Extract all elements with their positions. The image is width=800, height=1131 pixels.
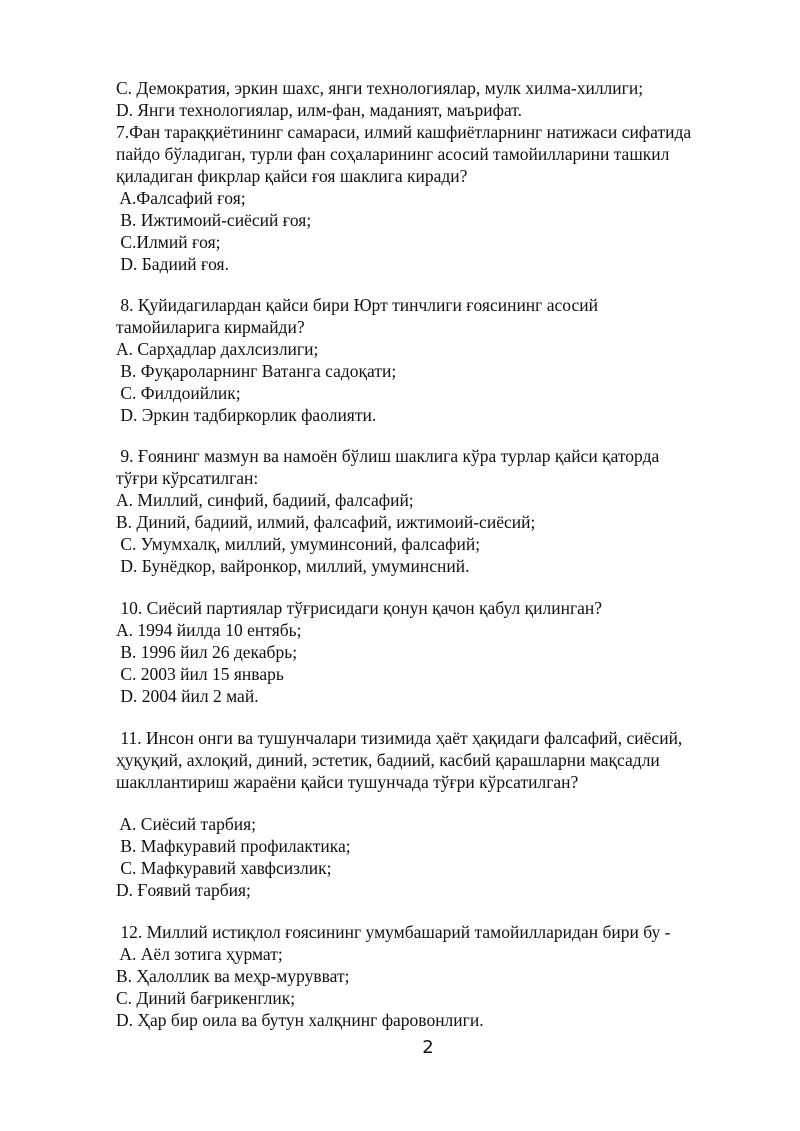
q9-option-a: A. Миллий, синфий, бадиий, фалсафий; (116, 490, 414, 510)
q11-question-line: ҳуқуқий, ахлоқий, диний, эстетик, бадиий, касбий қарашларни мақсадли (116, 750, 660, 770)
q9-question-line: тўғри кўрсатилган: (116, 468, 259, 488)
q7-question-line: пайдо бўладиган, турли фан соҳаларининг асосий тамойилларини ташкил (116, 144, 670, 164)
q6-option-c: C. Демократия, эркин шахс, янги технологиялар, мулк хилма-хиллиги; (116, 78, 644, 98)
q9-question-line: 9. Ғоянинг мазмун ва намоён бўлиш шаклига кўра турлар қайси қаторда (116, 446, 660, 466)
q11-question-line: 11. Инсон онги ва тушунчалари тизимида ҳаёт ҳақидаги фалсафий, сиёсий, (116, 728, 683, 748)
q10-option-c: C. 2003 йил 15 январь (116, 664, 284, 684)
q10-question-line: 10. Сиёсий партиялар тўғрисидаги қонун қачон қабул қилинган? (116, 598, 603, 618)
q10-option-d: D. 2004 йил 2 май. (116, 686, 259, 706)
q11-question-line: шакллантириш жараёни қайси тушунчада тўғри кўрсатилган? (116, 772, 579, 792)
page-number: 2 (422, 1037, 434, 1058)
q12-option-c: C. Диний бағрикенглик; (116, 988, 296, 1008)
q7-option-c: C.Илмий ғоя; (116, 232, 221, 252)
q8-option-a: A. Сарҳадлар дахлсизлиги; (116, 339, 319, 359)
q10-option-a: A. 1994 йилда 10 ентябь; (116, 620, 302, 640)
q11-option-c: C. Мафкуравий хавфсизлик; (116, 858, 332, 878)
q7-option-b: B. Ижтимоий-сиёсий ғоя; (116, 210, 312, 230)
q8-option-c: C. Филдоийлик; (116, 383, 241, 403)
q6-option-d: D. Янги технологиялар, илм-фан, маданият, маърифат. (116, 100, 522, 120)
q10-option-b: B. 1996 йил 26 декабрь; (116, 642, 298, 662)
q8-question-line: 8. Қуйидагилардан қайси бири Юрт тинчлиги ғоясининг асосий (116, 295, 598, 315)
q7-option-d: D. Бадиий ғоя. (116, 254, 229, 274)
q7-question-line: 7.Фан тараққиётининг самараси, илмий кашфиётларнинг натижаси сифатида (116, 122, 692, 142)
q9-option-c: C. Умумхалқ, миллий, умуминсоний, фалсафий; (116, 534, 481, 554)
q12-option-b: B. Ҳалоллик ва меҳр-мурувват; (116, 966, 350, 986)
q9-option-d: D. Бунёдкор, вайронкор, миллий, умуминсний. (116, 556, 470, 576)
q12-option-d: D. Ҳар бир оила ва бутун халқнинг фаровонлиги. (116, 1010, 484, 1030)
q7-question-line: қиладиган фикрлар қайси ғоя шаклига киради? (116, 166, 468, 186)
q8-option-d: D. Эркин тадбиркорлик фаолияти. (116, 405, 377, 425)
q7-option-a: A.Фалсафий ғоя; (116, 188, 246, 208)
q8-question-line: тамойиларига кирмайди? (116, 317, 305, 337)
q11-option-a: A. Сиёсий тарбия; (116, 814, 257, 834)
q9-option-b: B. Диний, бадиий, илмий, фалсафий, ижтимоий-сиёсий; (116, 512, 536, 532)
q11-option-d: D. Ғоявий тарбия; (116, 880, 251, 900)
q12-option-a: A. Аёл зотига ҳурмат; (116, 944, 283, 964)
q11-option-b: B. Мафкуравий профилактика; (116, 836, 351, 856)
q8-option-b: B. Фуқароларнинг Ватанга садоқати; (116, 361, 397, 381)
q12-question-line: 12. Миллий истиқлол ғоясининг умумбашарий тамойилларидан бири бу - (116, 922, 671, 942)
